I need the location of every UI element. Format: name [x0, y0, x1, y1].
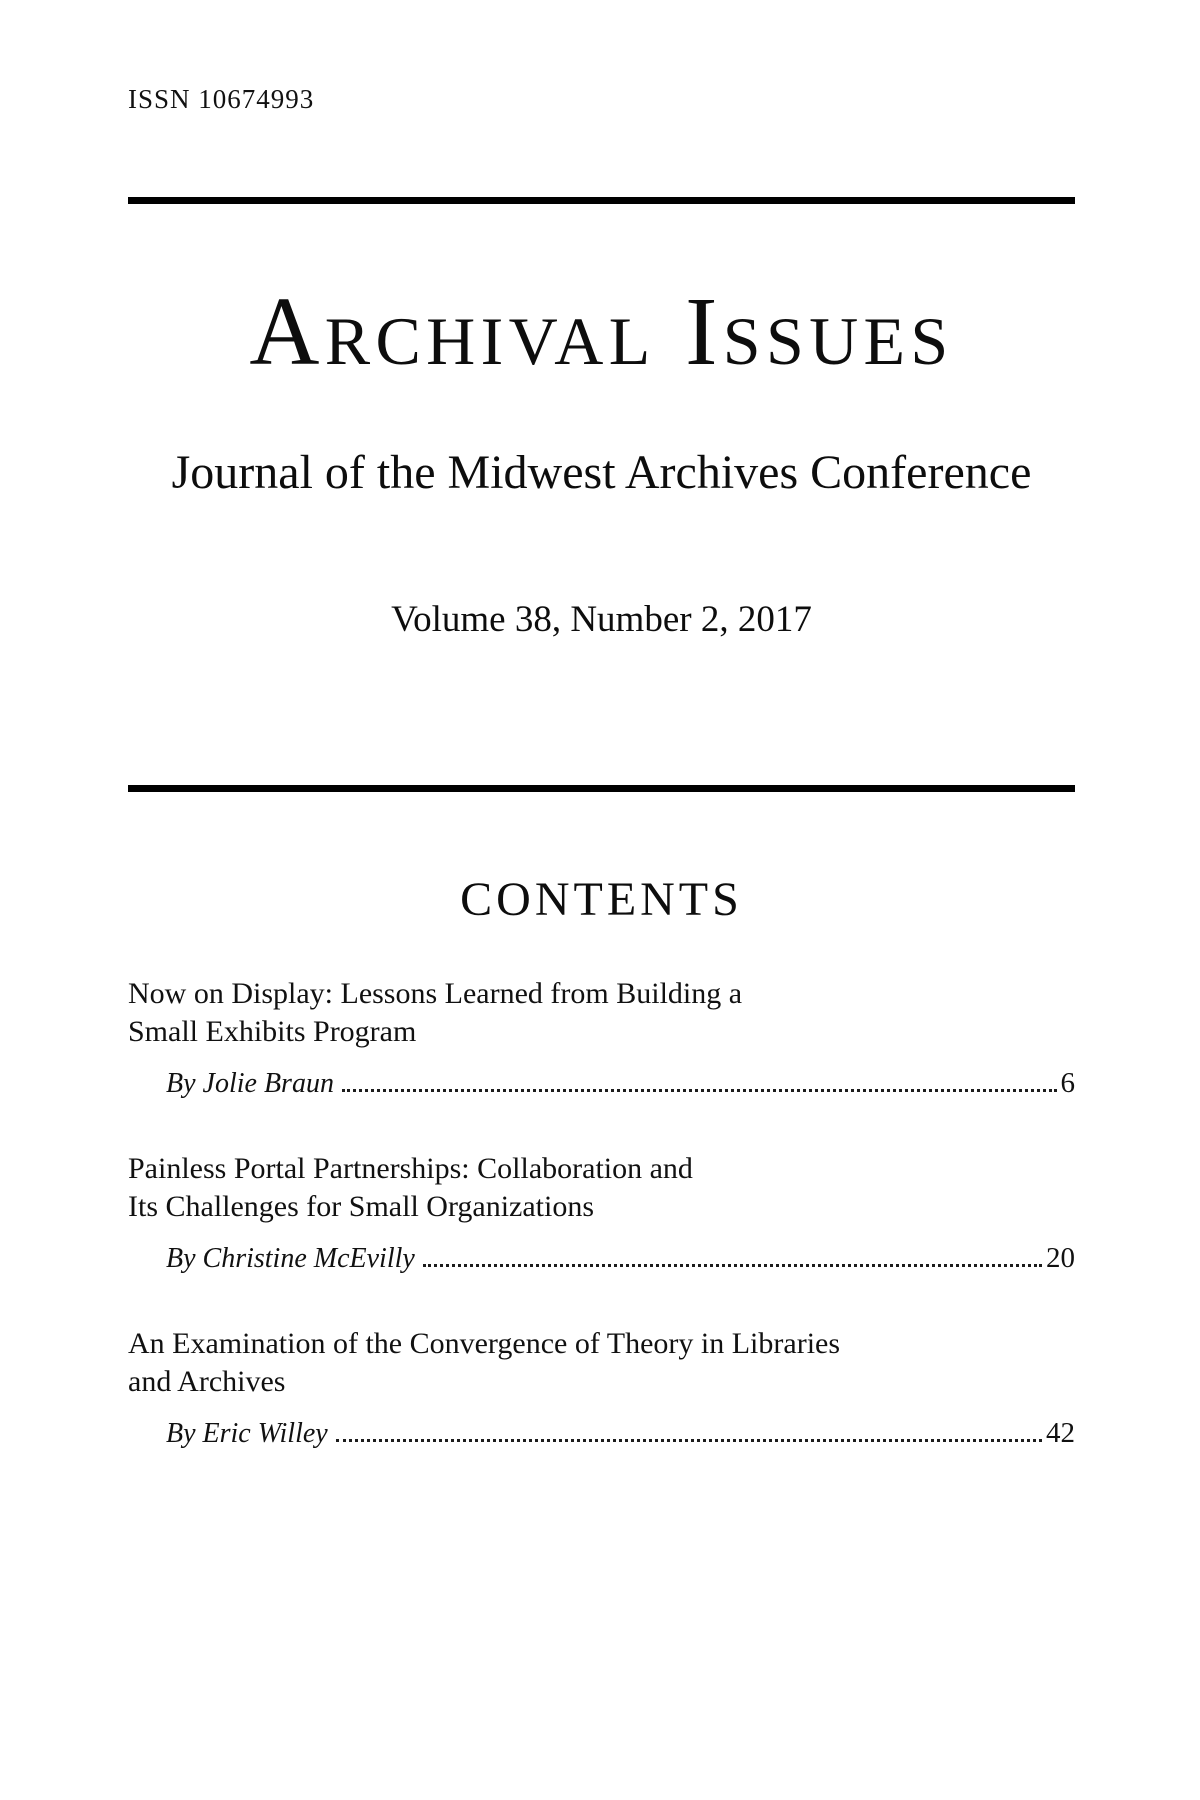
toc-entry [128, 1150, 1075, 1275]
article-author: By Jolie Braun [166, 1068, 334, 1099]
article-author: By Christine McEvilly [166, 1243, 415, 1274]
author-row [166, 1417, 1075, 1450]
toc-entry [128, 1325, 1075, 1450]
article-title-line1: Now on Display: Lessons Learned from Building a [128, 977, 743, 1010]
contents-heading: CONTENTS [460, 873, 743, 926]
author-row [166, 1067, 1075, 1100]
article-title-line2: Small Exhibits Program [128, 1015, 417, 1048]
top-horizontal-rule [128, 197, 1075, 204]
dot-leader [342, 1089, 1057, 1092]
author-row [166, 1242, 1075, 1275]
volume-number-line: Volume 38, Number 2, 2017 [391, 599, 812, 640]
article-title-line1: An Examination of the Convergence of Theory in Libraries [128, 1327, 841, 1360]
article-page-number: 42 [1046, 1417, 1075, 1449]
journal-subtitle: Journal of the Midwest Archives Conference [171, 446, 1032, 499]
article-title [128, 1325, 1075, 1401]
article-title-line1: Painless Portal Partnerships: Collaboration and [128, 1152, 693, 1185]
article-title [128, 975, 1075, 1051]
toc-entry [128, 975, 1075, 1100]
issn-label: ISSN 10674993 [128, 84, 315, 114]
article-title-line2: and Archives [128, 1365, 286, 1398]
article-title-line2: Its Challenges for Small Organizations [128, 1190, 595, 1223]
article-page-number: 20 [1046, 1242, 1075, 1274]
article-author: By Eric Willey [166, 1418, 328, 1449]
dot-leader [336, 1439, 1042, 1442]
article-page-number: 6 [1060, 1067, 1075, 1099]
dot-leader [423, 1264, 1042, 1267]
middle-horizontal-rule [128, 785, 1075, 792]
journal-title: Archival Issues [249, 278, 954, 385]
article-title [128, 1150, 1075, 1226]
table-of-contents [128, 975, 1075, 1500]
